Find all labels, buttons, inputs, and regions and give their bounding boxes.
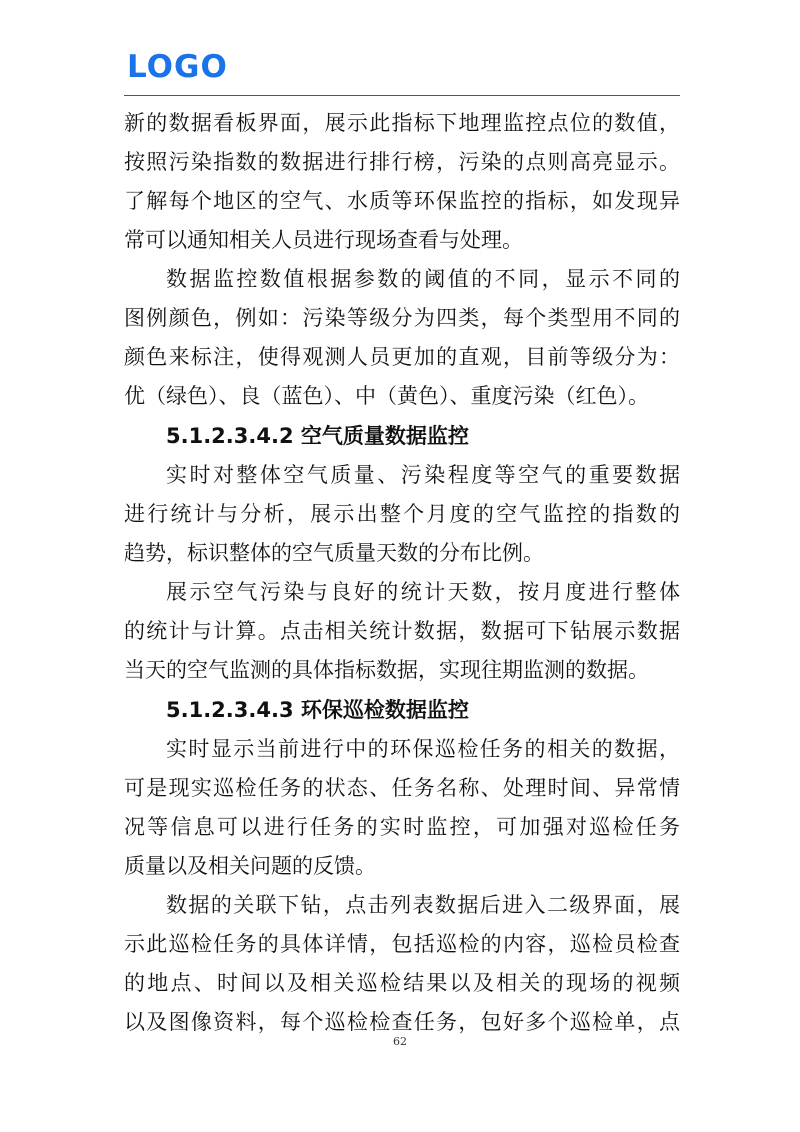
paragraph-line: 况等信息可以进行任务的实时监控，可加强对巡检任务 (124, 815, 680, 839)
paragraph-line: 了解每个地区的空气、水质等环保监控的指标，如发现异 (124, 189, 680, 213)
paragraph-line: 实时显示当前进行中的环保巡检任务的相关的数据， (166, 737, 680, 761)
paragraph-line: 可是现实巡检任务的状态、任务名称、处理时间、异常情 (124, 776, 680, 800)
paragraph-line: 的统计与计算。点击相关统计数据，数据可下钻展示数据 (124, 619, 680, 643)
paragraph-line: 展示空气污染与良好的统计天数，按月度进行整体 (166, 580, 680, 604)
paragraph-line: 颜色来标注，使得观测人员更加的直观，目前等级分为： (124, 345, 680, 369)
page-number: 62 (393, 1035, 407, 1048)
paragraph-line: 当天的空气监测的具体指标数据，实现往期监测的数据。 (124, 658, 649, 682)
paragraph-line: 实时对整体空气质量、污染程度等空气的重要数据 (166, 463, 680, 487)
paragraph-line: 优（绿色）、良（蓝色）、中（黄色）、重度污染（红色）。 (124, 384, 649, 408)
section-heading: 5.1.2.3.4.2 空气质量数据监控 (166, 424, 469, 448)
paragraph-line: 质量以及相关问题的反馈。 (124, 854, 376, 878)
paragraph-line: 数据的关联下钻，点击列表数据后进入二级界面，展 (166, 893, 680, 917)
paragraph-line: 数据监控数值根据参数的阈值的不同，显示不同的 (166, 267, 680, 291)
paragraph-line: 按照污染指数的数据进行排行榜，污染的点则高亮显示。 (124, 150, 680, 174)
paragraph-line: 图例颜色，例如：污染等级分为四类，每个类型用不同的 (124, 306, 680, 330)
paragraph-line: 常可以通知相关人员进行现场查看与处理。 (124, 228, 523, 252)
document-body (124, 104, 680, 1042)
header-divider (124, 95, 680, 96)
paragraph-line: 的地点、时间以及相关巡检结果以及相关的现场的视频 (124, 971, 680, 995)
paragraph-line: 趋势，标识整体的空气质量天数的分布比例。 (124, 541, 544, 565)
logo: LOGO (127, 49, 228, 85)
section-heading: 5.1.2.3.4.3 环保巡检数据监控 (166, 698, 469, 722)
paragraph-line: 示此巡检任务的具体详情，包括巡检的内容，巡检员检查 (124, 932, 680, 956)
paragraph-line: 进行统计与分析，展示出整个月度的空气监控的指数的 (124, 502, 680, 526)
paragraph-line: 新的数据看板界面，展示此指标下地理监控点位的数值， (124, 111, 680, 135)
paragraph-line: 以及图像资料，每个巡检检查任务，包好多个巡检单，点 (124, 1010, 680, 1034)
